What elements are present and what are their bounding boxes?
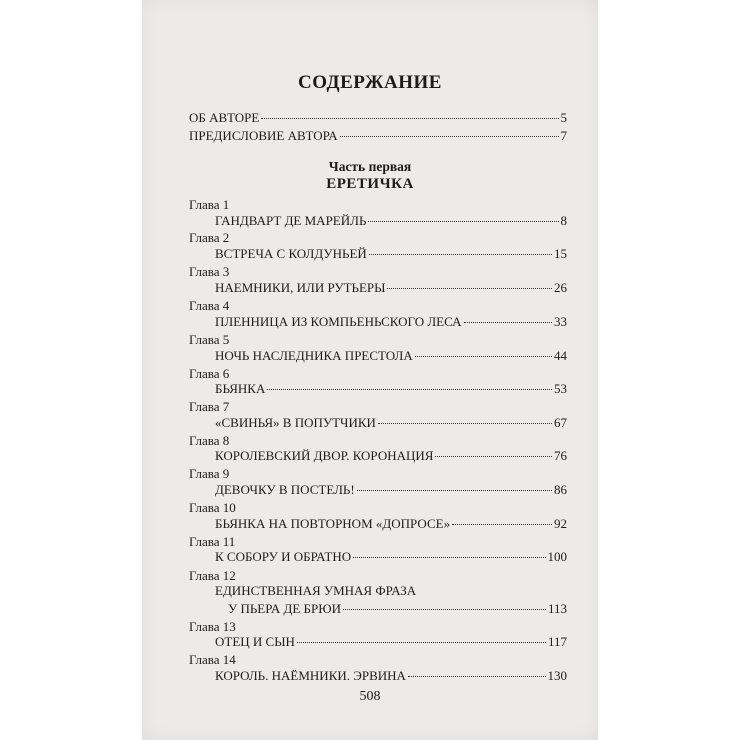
toc-entry-chapter (215, 447, 567, 465)
chapter-label: Глава 3 (189, 264, 230, 279)
page-title: СОДЕРЖАНИЕ (298, 72, 442, 93)
toc-entry-chapter (215, 481, 567, 499)
dot-leader (353, 557, 545, 558)
chapter-label: Глава 9 (189, 466, 230, 481)
toc-entry-title: КОРОЛЬ. НАЁМНИКИ. ЭРВИНА (215, 668, 406, 683)
toc-entry-page: 100 (547, 549, 567, 564)
toc-entry-chapter (215, 279, 567, 297)
toc-entry-title: «СВИНЬЯ» В ПОПУТЧИКИ (215, 415, 376, 430)
chapter-label: Глава 11 (189, 534, 236, 549)
chapter-label: Глава 1 (189, 197, 230, 212)
chapter-label: Глава 7 (189, 399, 230, 414)
toc-entry-title: ОБ АВТОРЕ (189, 110, 260, 125)
toc-entry-page: 130 (547, 668, 567, 683)
chapter-label: Глава 12 (189, 568, 236, 583)
toc-entry-title: ВСТРЕЧА С КОЛДУНЬЕЙ (215, 246, 367, 261)
toc-entry-title: У ПЬЕРА ДЕ БРЮИ (228, 601, 341, 616)
dot-leader (408, 676, 546, 677)
toc-entry-title: КОРОЛЕВСКИЙ ДВОР. КОРОНАЦИЯ (215, 448, 434, 463)
toc-entry-title: ДЕВОЧКУ В ПОСТЕЛЬ! (215, 482, 355, 497)
dot-leader (297, 642, 546, 643)
toc-entry-title: НАЕМНИКИ, ИЛИ РУТЬЕРЫ (215, 280, 386, 295)
chapter-label: Глава 2 (189, 230, 230, 245)
dot-leader (357, 490, 552, 491)
toc-entry-chapter (215, 380, 567, 398)
toc-entry-chapter (215, 212, 567, 230)
dot-leader (415, 356, 552, 357)
toc-entry-about-author (189, 109, 567, 127)
toc-entry-title: ОТЕЦ И СЫН (215, 634, 295, 649)
toc-entry-page: 8 (560, 213, 567, 228)
toc-entry-title: БЬЯНКА НА ПОВТОРНОМ «ДОПРОСЕ» (215, 516, 451, 531)
dot-leader (387, 288, 552, 289)
toc-entry-page: 117 (547, 634, 567, 649)
toc-entry-chapter (215, 548, 567, 566)
chapter-label: Глава 8 (189, 433, 230, 448)
part-label: Часть первая (328, 159, 412, 174)
dot-leader (369, 254, 552, 255)
dot-leader (464, 322, 552, 323)
toc-entry-chapter (215, 414, 567, 432)
toc-entry-page: 44 (554, 348, 567, 363)
book-page (142, 0, 598, 740)
chapter-label: Глава 14 (189, 652, 236, 667)
toc-entry-page: 7 (560, 128, 567, 143)
toc-entry-chapter (215, 667, 567, 685)
toc-entry-title: К СОБОРУ И ОБРАТНО (215, 549, 352, 564)
toc-entry-page: 33 (554, 314, 567, 329)
dot-leader (343, 609, 546, 610)
dot-leader (435, 456, 552, 457)
chapter-label: Глава 13 (189, 619, 236, 634)
page-number: 508 (359, 689, 381, 704)
toc-entry-page: 113 (547, 601, 567, 616)
toc-entry-chapter (215, 515, 567, 533)
toc-entry-title: ПЛЕННИЦА ИЗ КОМПЬЕНЬСКОГО ЛЕСА (215, 314, 462, 329)
toc-entry-title: НОЧЬ НАСЛЕДНИКА ПРЕСТОЛА (215, 348, 413, 363)
toc-entry-page: 67 (554, 415, 567, 430)
chapter-label: Глава 10 (189, 500, 236, 515)
part-name: ЕРЕТИЧКА (326, 176, 414, 192)
toc-entry-page: 26 (554, 280, 567, 295)
toc-entry-chapter (215, 633, 567, 651)
toc-entry-page: 53 (554, 381, 567, 396)
dot-leader (340, 136, 559, 137)
dot-leader (267, 389, 552, 390)
toc-entry-page: 5 (560, 110, 567, 125)
toc-entry-title-line1: ЕДИНСТВЕННАЯ УМНАЯ ФРАЗА (215, 583, 417, 598)
toc-entry-title: ГАНДВАРТ ДЕ МАРЕЙЛЬ (215, 213, 367, 228)
dot-leader (261, 118, 558, 119)
dot-leader (452, 524, 552, 525)
toc-entry-title: ПРЕДИСЛОВИЕ АВТОРА (189, 128, 338, 143)
toc-entry-page: 15 (554, 246, 567, 261)
toc-entry-chapter (215, 245, 567, 263)
chapter-label: Глава 6 (189, 366, 230, 381)
toc-entry-page: 92 (554, 516, 567, 531)
toc-entry-page: 86 (554, 482, 567, 497)
dot-leader (368, 221, 558, 222)
toc-entry-title: БЬЯНКА (215, 381, 266, 396)
chapter-label: Глава 5 (189, 332, 230, 347)
toc-entry-preface (189, 127, 567, 145)
toc-entry-page: 76 (554, 448, 567, 463)
toc-entry-chapter (215, 313, 567, 331)
dot-leader (378, 423, 552, 424)
toc-entry-chapter (228, 600, 567, 618)
toc-entry-chapter (215, 347, 567, 365)
chapter-label: Глава 4 (189, 298, 230, 313)
